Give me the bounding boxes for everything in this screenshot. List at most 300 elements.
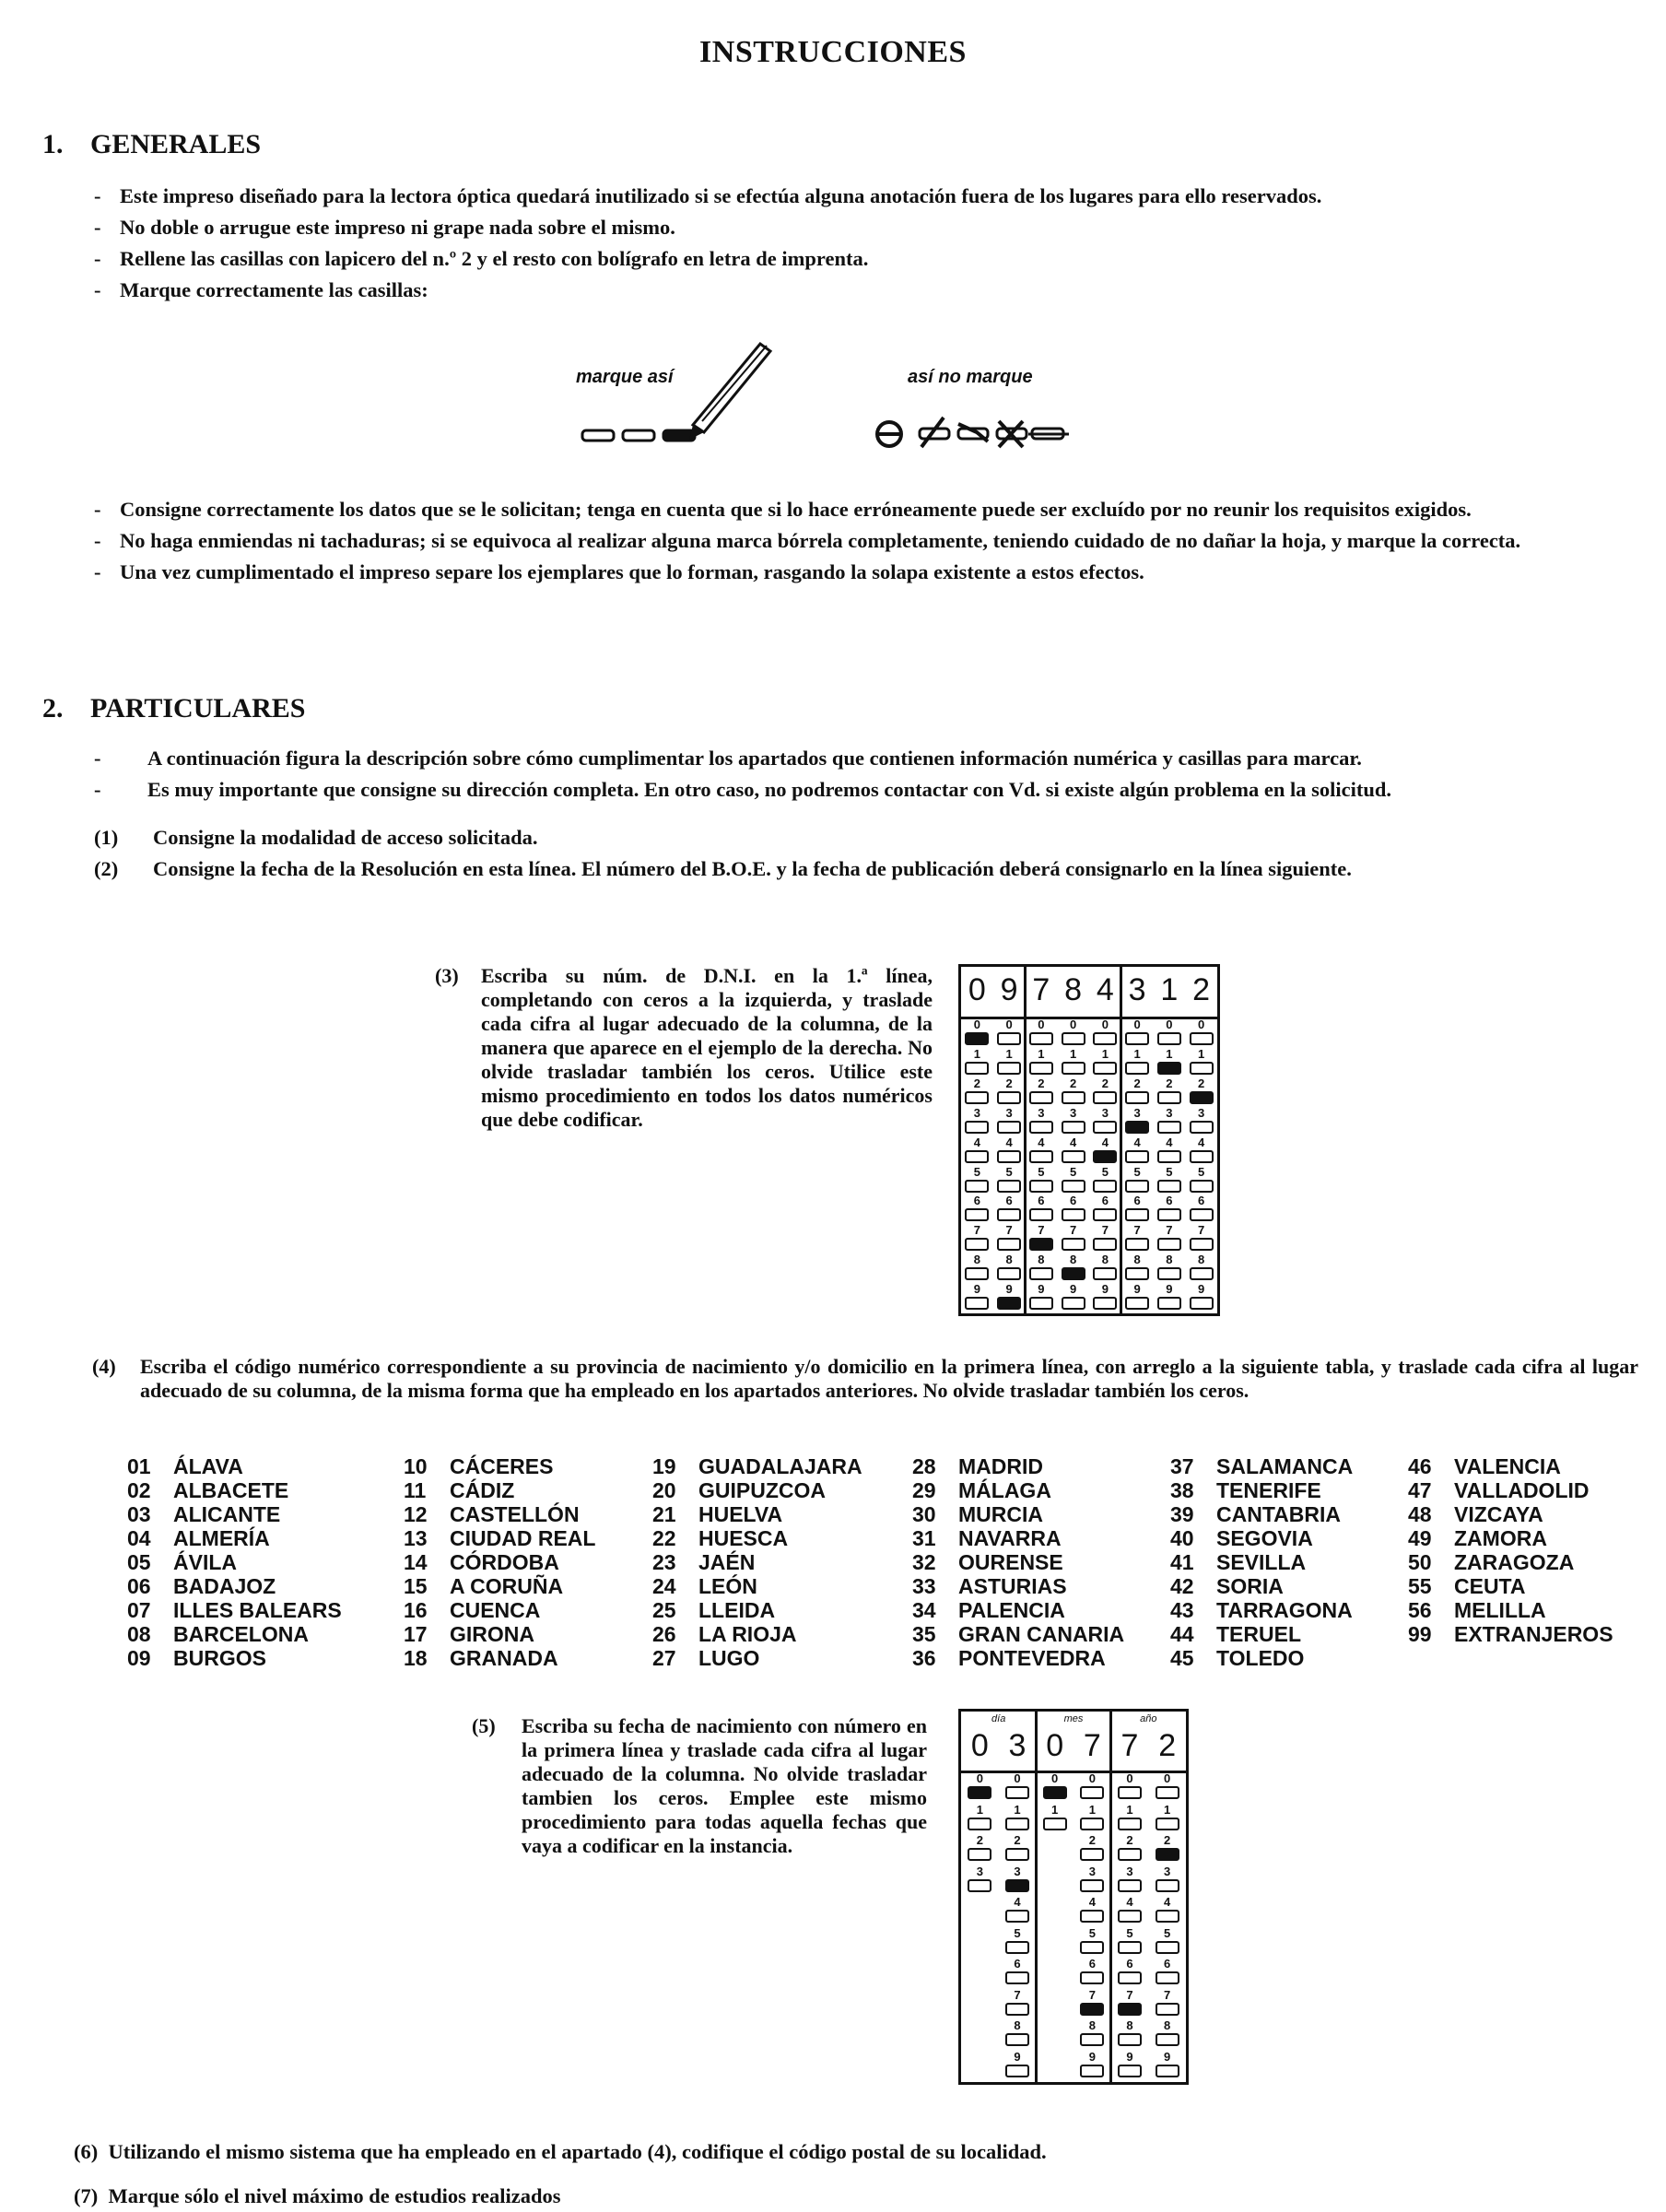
province-entry	[912, 1646, 1124, 1670]
mark-box: 7	[1188, 1232, 1215, 1253]
province-name: CEUTA	[1454, 1574, 1526, 1598]
mark-box: 3	[1116, 1874, 1144, 1894]
mark-box: 6	[1156, 1203, 1183, 1223]
mark-box: 5	[1003, 1936, 1031, 1956]
province-entry	[1408, 1478, 1613, 1502]
date-digit: 3	[1008, 1728, 1027, 1763]
province-code: 22	[652, 1526, 676, 1550]
mark-box: 9	[1027, 1291, 1055, 1312]
mark-box: 6	[1116, 1966, 1144, 1986]
province-entry	[127, 1454, 342, 1478]
province-name: ALICANTE	[173, 1502, 281, 1526]
list-item: - No doble o arrugue este impreso ni grape nada sobre el mismo.	[94, 216, 675, 239]
mark-box: 8	[1027, 1262, 1055, 1282]
province-entry	[1408, 1574, 1613, 1598]
province-entry	[912, 1526, 1124, 1550]
mark-box: 0	[1027, 1027, 1055, 1047]
province-name: GUIPUZCOA	[698, 1478, 826, 1502]
item-4-number: (4)	[92, 1355, 116, 1378]
mark-box: 6	[1003, 1966, 1031, 1986]
province-name: CANTABRIA	[1216, 1502, 1342, 1526]
section-1-title: GENERALES	[90, 129, 262, 159]
province-name: MÁLAGA	[958, 1478, 1051, 1502]
mark-box-filled: 2	[1154, 1842, 1181, 1863]
pencil-icon	[689, 344, 770, 440]
mark-box: 7	[1091, 1232, 1119, 1253]
province-entry	[652, 1646, 862, 1670]
column-divider	[1035, 1773, 1038, 2082]
item-6	[74, 2136, 1640, 2168]
province-entry	[1408, 1454, 1613, 1478]
mark-box: 0	[1188, 1027, 1215, 1047]
province-entry	[1170, 1574, 1353, 1598]
province-column	[1408, 1454, 1613, 1646]
date-group-label: año	[1140, 1713, 1157, 1724]
province-name: SALAMANCA	[1216, 1454, 1354, 1478]
province-code: 25	[652, 1598, 676, 1622]
province-name: CÁDIZ	[450, 1478, 515, 1502]
mark-box: 1	[1078, 1812, 1106, 1832]
mark-box: 3	[963, 1115, 991, 1135]
mark-box: 4	[1123, 1145, 1151, 1165]
province-code: 10	[404, 1454, 428, 1478]
column-divider	[1120, 967, 1122, 1017]
section-2-heading	[42, 693, 305, 724]
page-title: INSTRUCCIONES	[699, 35, 967, 69]
mark-box-filled: 3	[1003, 1874, 1031, 1894]
section-1-bullets	[94, 181, 1631, 306]
mark-box: 8	[963, 1262, 991, 1282]
province-column	[404, 1454, 595, 1670]
mark-box: 9	[1188, 1291, 1215, 1312]
mark-box: 9	[1078, 2059, 1106, 2079]
list-item: - A continuación figura la descripción sobre cómo cumplimentar los apartados que contienen información numérica y casillas para marcar.	[94, 747, 1362, 770]
province-name: VALENCIA	[1454, 1454, 1561, 1478]
province-code: 15	[404, 1574, 428, 1598]
mark-box: 3	[1091, 1115, 1119, 1135]
mark-box: 5	[1123, 1174, 1151, 1194]
mark-box: 1	[1003, 1812, 1031, 1832]
province-entry	[404, 1526, 595, 1550]
mark-box: 1	[1091, 1056, 1119, 1077]
province-entry	[1170, 1646, 1353, 1670]
mark-box: 0	[995, 1027, 1023, 1047]
province-name: CASTELLÓN	[450, 1502, 580, 1526]
province-name: ZAMORA	[1454, 1526, 1547, 1550]
province-code: 08	[127, 1622, 151, 1646]
mark-box-filled: 7	[1027, 1232, 1055, 1253]
mark-box-filled: 7	[1078, 1997, 1106, 2018]
province-entry	[1170, 1454, 1353, 1478]
column-divider	[1024, 1019, 1027, 1313]
list-item: (2) Consigne la fecha de la Resolución en esta línea. El número del B.O.E. y la fecha de publicación deberá consignarlo en la línea siguiente.	[94, 857, 1352, 880]
column-divider	[1109, 1712, 1112, 1771]
mark-box: 2	[963, 1086, 991, 1106]
province-name: ZARAGOZA	[1454, 1550, 1575, 1574]
province-entry	[1170, 1502, 1353, 1526]
birthdate-header	[961, 1712, 1186, 1773]
province-name: VALLADOLID	[1454, 1478, 1590, 1502]
province-entry	[1408, 1526, 1613, 1550]
list-item: - Una vez cumplimentado el impreso separe los ejemplares que lo forman, rasgando la solapa existente a estos efectos.	[94, 560, 1144, 583]
province-name: MADRID	[958, 1454, 1043, 1478]
province-name: TARRAGONA	[1216, 1598, 1353, 1622]
dni-mark-grid	[961, 1019, 1217, 1313]
province-entry	[404, 1550, 595, 1574]
province-entry	[912, 1454, 1124, 1478]
province-entry	[127, 1574, 342, 1598]
province-code: 12	[404, 1502, 428, 1526]
birthdate-mark-grid	[961, 1773, 1186, 2082]
province-code: 46	[1408, 1454, 1432, 1478]
mark-box: 2	[1156, 1086, 1183, 1106]
province-name: LLEIDA	[698, 1598, 776, 1622]
province-code: 33	[912, 1574, 936, 1598]
section-2-title: PARTICULARES	[90, 693, 306, 724]
province-name: SORIA	[1216, 1574, 1284, 1598]
province-entry	[1408, 1622, 1613, 1646]
province-name: TOLEDO	[1216, 1646, 1305, 1670]
province-code: 13	[404, 1526, 428, 1550]
list-item: - Marque correctamente las casillas:	[94, 278, 428, 301]
mark-box: 7	[1123, 1232, 1151, 1253]
mark-box: 4	[1027, 1145, 1055, 1165]
mark-box: 4	[1156, 1145, 1183, 1165]
province-code: 07	[127, 1598, 151, 1622]
province-table	[127, 1454, 1657, 1676]
province-code: 27	[652, 1646, 676, 1670]
mark-box: 8	[995, 1262, 1023, 1282]
mark-box: 2	[1116, 1842, 1144, 1863]
mark-box: 3	[1156, 1115, 1183, 1135]
mark-box: 7	[1060, 1232, 1087, 1253]
mark-box-filled: 9	[995, 1291, 1023, 1312]
mark-box: 9	[1154, 2059, 1181, 2079]
mark-box: 5	[1078, 1936, 1106, 1956]
mark-box-filled: 3	[1123, 1115, 1151, 1135]
mark-box: 3	[1078, 1874, 1106, 1894]
mark-box: 0	[1003, 1781, 1031, 1801]
date-digit: 7	[1083, 1728, 1101, 1763]
mark-box: 4	[995, 1145, 1023, 1165]
province-name: CUENCA	[450, 1598, 541, 1622]
province-name: MURCIA	[958, 1502, 1043, 1526]
list-item: - Consigne correctamente los datos que se le solicitan; tenga en cuenta que si lo hace erróneamente puede ser excluído por no reunir los requisitos exigidos.	[94, 498, 1472, 521]
province-code: 24	[652, 1574, 676, 1598]
mark-box-filled: 1	[1156, 1056, 1183, 1077]
list-item: - No haga enmiendas ni tachaduras; si se equivoca al realizar alguna marca bórrela completamente, teniendo cuidado de no dañar la hoja, y marque la correcta.	[94, 529, 1521, 552]
mark-box: 1	[1041, 1812, 1069, 1832]
province-code: 16	[404, 1598, 428, 1622]
province-name: CÁCERES	[450, 1454, 554, 1478]
province-name: ÁLAVA	[173, 1454, 243, 1478]
mark-box: 6	[1123, 1203, 1151, 1223]
mark-box: 0	[1078, 1781, 1106, 1801]
mark-box: 0	[1116, 1781, 1144, 1801]
date-digit: 2	[1158, 1728, 1177, 1763]
province-name: CÓRDOBA	[450, 1550, 559, 1574]
date-digit: 7	[1120, 1728, 1139, 1763]
province-name: ILLES BALEARS	[173, 1598, 342, 1622]
province-code: 04	[127, 1526, 151, 1550]
province-entry	[1408, 1502, 1613, 1526]
province-name: LEÓN	[698, 1574, 757, 1598]
mark-box-filled: 8	[1060, 1262, 1087, 1282]
item-5-text: Escriba su fecha de nacimiento con número en la primera línea y traslade cada cifra al lugar adecuado de la columna. No olvide trasladar tambien los ceros. Emplee este mismo procedimiento para todas aquella fechas que vaya a codificar en la instancia.	[522, 1714, 927, 1857]
province-code: 36	[912, 1646, 936, 1670]
mark-box: 7	[995, 1232, 1023, 1253]
province-entry	[1170, 1478, 1353, 1502]
province-name: SEGOVIA	[1216, 1526, 1313, 1550]
province-code: 05	[127, 1550, 151, 1574]
date-group-label: día	[991, 1713, 1006, 1724]
mark-box: 4	[963, 1145, 991, 1165]
province-entry	[912, 1622, 1124, 1646]
province-name: NAVARRA	[958, 1526, 1062, 1550]
mark-box: 8	[1116, 2028, 1144, 2048]
province-code: 17	[404, 1622, 428, 1646]
item-3-text: Escriba su núm. de D.N.I. en la 1.ª línea, completando con ceros a la izquierda, y traslade cada cifra al lugar adecuado de la columna, de la manera que aparece en el ejemplo de la derecha. No olvide trasladar también los ceros. Utilice este mismo procedimiento en todos los datos numéricos que debe codificar.	[481, 964, 933, 1131]
province-code: 31	[912, 1526, 936, 1550]
mark-box: 5	[1188, 1174, 1215, 1194]
mark-box: 9	[1116, 2059, 1144, 2079]
mark-box: 8	[1156, 1262, 1183, 1282]
mark-box: 8	[1123, 1262, 1151, 1282]
province-code: 56	[1408, 1598, 1432, 1622]
province-entry	[404, 1598, 595, 1622]
bad-mark-label: así no marque	[908, 367, 1033, 387]
mark-box: 4	[1116, 1904, 1144, 1924]
section-1-bullets-2	[94, 494, 1631, 588]
province-code: 01	[127, 1454, 151, 1478]
mark-box: 4	[1154, 1904, 1181, 1924]
list-item: - Es muy importante que consigne su dirección completa. En otro caso, no podremos contactar con Vd. si existe algún problema en la solicitud.	[94, 778, 1392, 801]
mark-box: 9	[1091, 1291, 1119, 1312]
province-code: 20	[652, 1478, 676, 1502]
dni-digit: 0	[968, 972, 986, 1007]
date-digit: 0	[1046, 1728, 1064, 1763]
dni-digit: 7	[1032, 972, 1050, 1007]
mark-box: 9	[1003, 2059, 1031, 2079]
mark-box: 2	[1060, 1086, 1087, 1106]
mark-box: 8	[1003, 2028, 1031, 2048]
province-entry	[652, 1478, 862, 1502]
province-entry	[652, 1574, 862, 1598]
mark-box: 0	[1123, 1027, 1151, 1047]
dni-example-grid	[958, 964, 1220, 1316]
mark-box: 0	[1156, 1027, 1183, 1047]
province-entry	[404, 1574, 595, 1598]
province-entry	[404, 1646, 595, 1670]
province-entry	[912, 1502, 1124, 1526]
province-code: 37	[1170, 1454, 1194, 1478]
mark-box: 8	[1188, 1262, 1215, 1282]
province-entry	[404, 1622, 595, 1646]
mark-box: 8	[1091, 1262, 1119, 1282]
dni-digit: 3	[1128, 972, 1146, 1007]
province-entry	[127, 1550, 342, 1574]
dni-digit: 4	[1096, 972, 1114, 1007]
province-entry	[912, 1478, 1124, 1502]
province-code: 34	[912, 1598, 936, 1622]
mark-box: 5	[1027, 1174, 1055, 1194]
mark-box: 1	[1116, 1812, 1144, 1832]
province-code: 14	[404, 1550, 428, 1574]
mark-box: 9	[963, 1291, 991, 1312]
dni-digit: 1	[1160, 972, 1179, 1007]
province-code: 28	[912, 1454, 936, 1478]
province-entry	[127, 1526, 342, 1550]
mark-box: 1	[963, 1056, 991, 1077]
dni-digit: 2	[1192, 972, 1211, 1007]
mark-box: 4	[1060, 1145, 1087, 1165]
mark-box: 6	[1188, 1203, 1215, 1223]
item-5-number: (5)	[472, 1714, 496, 1737]
mark-box: 6	[1154, 1966, 1181, 1986]
province-code: 43	[1170, 1598, 1194, 1622]
mark-box: 3	[1027, 1115, 1055, 1135]
mark-box: 5	[1154, 1936, 1181, 1956]
province-code: 40	[1170, 1526, 1194, 1550]
province-name: ALMERÍA	[173, 1526, 270, 1550]
dni-digit: 9	[1000, 972, 1018, 1007]
mark-box-filled: 0	[963, 1027, 991, 1047]
province-name: LUGO	[698, 1646, 760, 1670]
province-name: CIUDAD REAL	[450, 1526, 596, 1550]
province-code: 19	[652, 1454, 676, 1478]
province-entry	[127, 1646, 342, 1670]
mark-box: 9	[1123, 1291, 1151, 1312]
province-entry	[1408, 1550, 1613, 1574]
province-code: 23	[652, 1550, 676, 1574]
mark-box: 6	[995, 1203, 1023, 1223]
province-entry	[127, 1622, 342, 1646]
province-code: 41	[1170, 1550, 1194, 1574]
province-entry	[404, 1502, 595, 1526]
province-entry	[912, 1574, 1124, 1598]
mark-box: 1	[995, 1056, 1023, 1077]
province-entry	[127, 1478, 342, 1502]
province-name: BADAJOZ	[173, 1574, 276, 1598]
province-name: A CORUÑA	[450, 1574, 564, 1598]
province-column	[1170, 1454, 1353, 1670]
mark-box-filled: 4	[1091, 1145, 1119, 1165]
mark-box: 4	[1188, 1145, 1215, 1165]
mark-box: 0	[1091, 1027, 1119, 1047]
province-code: 06	[127, 1574, 151, 1598]
province-code: 42	[1170, 1574, 1194, 1598]
province-code: 18	[404, 1646, 428, 1670]
list-item: - Rellene las casillas con lapicero del n.º 2 y el resto con bolígrafo en letra de imprenta.	[94, 247, 869, 270]
mark-box: 5	[1116, 1936, 1144, 1956]
column-divider	[1109, 1773, 1112, 2082]
mark-box: 7	[1154, 1997, 1181, 2018]
mark-box: 1	[1154, 1812, 1181, 1832]
item-6-text: Utilizando el mismo sistema que ha empleado en el apartado (4), codifique el código postal de su localidad.	[108, 2140, 1047, 2163]
mark-box: 5	[963, 1174, 991, 1194]
mark-box: 2	[1003, 1842, 1031, 1863]
mark-box: 1	[966, 1812, 993, 1832]
province-name: HUELVA	[698, 1502, 783, 1526]
mark-box: 2	[1078, 1842, 1106, 1863]
column-divider	[1024, 967, 1027, 1017]
mark-box: 2	[1091, 1086, 1119, 1106]
province-entry	[1170, 1526, 1353, 1550]
province-entry	[652, 1622, 862, 1646]
mark-box-filled: 7	[1116, 1997, 1144, 2018]
province-entry	[1170, 1622, 1353, 1646]
province-name: ALBACETE	[173, 1478, 289, 1502]
province-entry	[912, 1550, 1124, 1574]
mark-box: 3	[995, 1115, 1023, 1135]
province-code: 38	[1170, 1478, 1194, 1502]
section-1-number: 1.	[42, 129, 64, 159]
mark-box: 2	[966, 1842, 993, 1863]
province-name: SEVILLA	[1216, 1550, 1307, 1574]
mark-box: 5	[995, 1174, 1023, 1194]
mark-box: 1	[1027, 1056, 1055, 1077]
province-entry	[1170, 1598, 1353, 1622]
province-code: 26	[652, 1622, 676, 1646]
mark-box: 6	[1091, 1203, 1119, 1223]
item-3-number: (3)	[435, 964, 459, 987]
good-mark-label: marque así	[576, 367, 674, 387]
province-column	[912, 1454, 1124, 1670]
mark-box: 2	[995, 1086, 1023, 1106]
province-code: 47	[1408, 1478, 1432, 1502]
mark-box: 9	[1060, 1291, 1087, 1312]
province-code: 50	[1408, 1550, 1432, 1574]
section-2-items	[94, 822, 1646, 885]
province-code: 39	[1170, 1502, 1194, 1526]
section-1-heading	[42, 129, 261, 160]
province-name: PONTEVEDRA	[958, 1646, 1106, 1670]
mark-box: 3	[1060, 1115, 1087, 1135]
correct-marks	[582, 430, 695, 441]
section-2-bullets	[94, 743, 1640, 806]
province-name: VIZCAYA	[1454, 1502, 1543, 1526]
mark-box: 9	[1156, 1291, 1183, 1312]
province-name: EXTRANJEROS	[1454, 1622, 1613, 1646]
province-name: TERUEL	[1216, 1622, 1301, 1646]
province-entry	[652, 1454, 862, 1478]
province-name: ÁVILA	[173, 1550, 237, 1574]
province-code: 11	[404, 1478, 427, 1502]
province-name: GRANADA	[450, 1646, 558, 1670]
province-code: 32	[912, 1550, 936, 1574]
mark-box-filled: 0	[1041, 1781, 1069, 1801]
mark-box: 5	[1091, 1174, 1119, 1194]
mark-box: 3	[1154, 1874, 1181, 1894]
province-code: 35	[912, 1622, 936, 1646]
list-item: (1) Consigne la modalidad de acceso solicitada.	[94, 826, 538, 849]
province-entry	[912, 1598, 1124, 1622]
list-item: - Este impreso diseñado para la lectora óptica quedará inutilizado si se efectúa alguna anotación fuera de los lugares para ello reservados.	[94, 184, 1322, 207]
mark-box-filled: 2	[1188, 1086, 1215, 1106]
mark-box: 6	[1078, 1966, 1106, 1986]
mark-box: 8	[1154, 2028, 1181, 2048]
mark-box: 3	[966, 1874, 993, 1894]
mark-box: 1	[1188, 1056, 1215, 1077]
province-code: 55	[1408, 1574, 1432, 1598]
mark-box: 0	[1154, 1781, 1181, 1801]
province-code: 21	[652, 1502, 676, 1526]
mark-example-illustration	[571, 336, 1106, 456]
province-code: 30	[912, 1502, 936, 1526]
section-2-number: 2.	[42, 693, 64, 724]
province-name: LA RIOJA	[698, 1622, 797, 1646]
province-code: 03	[127, 1502, 151, 1526]
